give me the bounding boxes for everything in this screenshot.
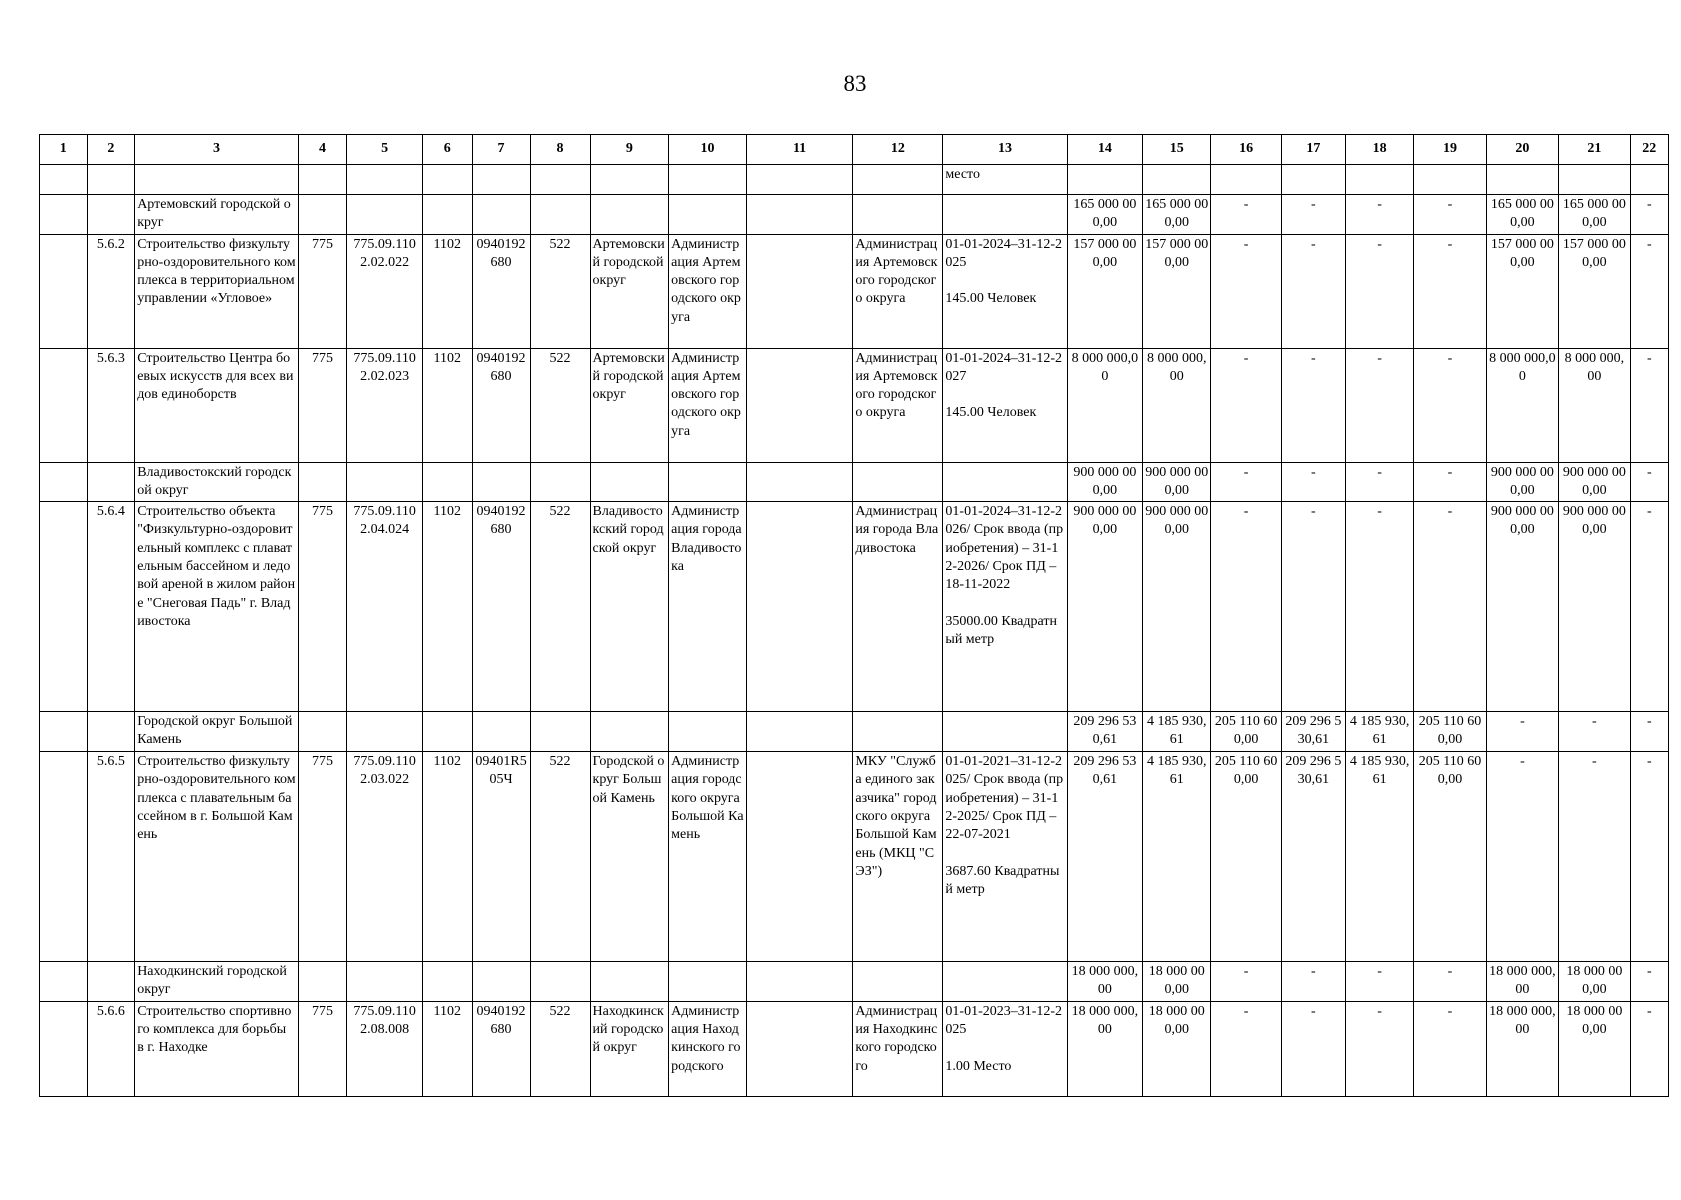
cell-col-22: - [1630, 462, 1668, 502]
cell-col-1 [40, 502, 88, 712]
cell-col-9 [590, 962, 669, 1002]
cell-col-4: 775 [298, 752, 347, 962]
cell-col-4: 775 [298, 348, 347, 462]
cell-col-1 [40, 462, 88, 502]
column-header-18: 18 [1345, 135, 1413, 165]
column-header-13: 13 [943, 135, 1067, 165]
cell-col-20: - [1486, 752, 1558, 962]
cell-col-2 [87, 962, 135, 1002]
cell-col-13: 01-01-2023–31-12-2025 1.00 Место [943, 1001, 1067, 1096]
column-header-12: 12 [853, 135, 943, 165]
cell-col-12: МКУ "Служба единого заказчика" городского округа Большой Камень (МКЦ "СЭЗ") [853, 752, 943, 962]
cell-col-21: 157 000 000,00 [1559, 234, 1630, 348]
cell-col-8 [530, 165, 590, 195]
cell-col-3: Строительство спортивного комплекса для борьбы в г. Находке [135, 1001, 299, 1096]
cell-col-13 [943, 195, 1067, 235]
cell-col-20: - [1486, 712, 1558, 752]
cell-col-5 [347, 712, 423, 752]
cell-col-8 [530, 462, 590, 502]
cell-col-10: Администрация города Владивостока [669, 502, 747, 712]
cell-col-16: 205 110 600,00 [1211, 712, 1281, 752]
cell-col-17: - [1281, 234, 1345, 348]
table-row [40, 712, 1669, 752]
cell-col-1 [40, 165, 88, 195]
cell-col-17: - [1281, 962, 1345, 1002]
cell-col-12: Администрация города Владивостока [853, 502, 943, 712]
page-number: 83 [843, 71, 867, 96]
cell-col-22: - [1630, 502, 1668, 712]
cell-col-20: 900 000 000,00 [1486, 462, 1558, 502]
cell-col-10 [669, 962, 747, 1002]
cell-col-20 [1486, 165, 1558, 195]
cell-col-11 [746, 1001, 853, 1096]
header-row [40, 135, 1669, 165]
cell-col-21: 900 000 000,00 [1559, 502, 1630, 712]
cell-col-18: - [1345, 962, 1413, 1002]
cell-col-16: - [1211, 234, 1281, 348]
cell-col-12 [853, 462, 943, 502]
cell-col-14: 209 296 530,61 [1067, 712, 1143, 752]
cell-col-2: 5.6.6 [87, 1001, 135, 1096]
cell-col-13: 01-01-2024–31-12-2026/ Срок ввода (приобретения) – 31-12-2026/ Срок ПД – 18-11-2022 35000.00 Квадратный метр [943, 502, 1067, 712]
cell-col-3: Находкинский городской округ [135, 962, 299, 1002]
cell-col-6 [422, 712, 472, 752]
cell-col-11 [746, 712, 853, 752]
cell-col-1 [40, 195, 88, 235]
cell-col-16: - [1211, 462, 1281, 502]
cell-col-3: Строительство объекта "Физкультурно-оздоровительный комплекс с плавательным бассейном и ледовой ареной в жилом районе "Снеговая Падь" г. Владивостока [135, 502, 299, 712]
cell-col-3: Городской округ Большой Камень [135, 712, 299, 752]
cell-col-20: 900 000 000,00 [1486, 502, 1558, 712]
cell-col-12 [853, 712, 943, 752]
cell-col-2: 5.6.5 [87, 752, 135, 962]
cell-col-9: Владивостокский городской округ [590, 502, 669, 712]
cell-col-14: 18 000 000,00 [1067, 962, 1143, 1002]
cell-col-7 [472, 195, 530, 235]
table-row [40, 234, 1669, 348]
cell-col-5 [347, 962, 423, 1002]
cell-col-22: - [1630, 962, 1668, 1002]
cell-col-19: 205 110 600,00 [1414, 712, 1486, 752]
cell-col-6 [422, 962, 472, 1002]
cell-col-14: 18 000 000,00 [1067, 1001, 1143, 1096]
cell-col-5 [347, 462, 423, 502]
cell-col-3: Артемовский городской округ [135, 195, 299, 235]
cell-col-9: Артемовский городской округ [590, 234, 669, 348]
cell-col-11 [746, 462, 853, 502]
cell-col-17: - [1281, 195, 1345, 235]
table-row [40, 502, 1669, 712]
cell-col-6: 1102 [422, 234, 472, 348]
cell-col-5 [347, 195, 423, 235]
cell-col-7: 0940192680 [472, 234, 530, 348]
cell-col-18: 4 185 930,61 [1345, 752, 1413, 962]
cell-col-2: 5.6.3 [87, 348, 135, 462]
cell-col-15: 4 185 930,61 [1143, 712, 1211, 752]
cell-col-1 [40, 234, 88, 348]
cell-col-18: 4 185 930,61 [1345, 712, 1413, 752]
cell-col-10: Администрация Артемовского городского округа [669, 348, 747, 462]
cell-col-9: Артемовский городской округ [590, 348, 669, 462]
cell-col-21: 8 000 000,00 [1559, 348, 1630, 462]
cell-col-7 [472, 712, 530, 752]
cell-col-20: 18 000 000,00 [1486, 1001, 1558, 1096]
cell-col-20: 18 000 000,00 [1486, 962, 1558, 1002]
column-header-16: 16 [1211, 135, 1281, 165]
cell-col-14: 900 000 000,00 [1067, 462, 1143, 502]
cell-col-21: - [1559, 712, 1630, 752]
cell-col-19: - [1414, 1001, 1486, 1096]
column-header-15: 15 [1143, 135, 1211, 165]
cell-col-7: 09401R505Ч [472, 752, 530, 962]
cell-col-18: - [1345, 1001, 1413, 1096]
column-header-21: 21 [1559, 135, 1630, 165]
cell-col-9: Городской округ Большой Камень [590, 752, 669, 962]
cell-col-11 [746, 502, 853, 712]
cell-col-11 [746, 234, 853, 348]
cell-col-5: 775.09.1102.02.022 [347, 234, 423, 348]
cell-col-16: - [1211, 195, 1281, 235]
cell-col-1 [40, 1001, 88, 1096]
cell-col-6: 1102 [422, 1001, 472, 1096]
column-header-9: 9 [590, 135, 669, 165]
cell-col-13: 01-01-2021–31-12-2025/ Срок ввода (приобретения) – 31-12-2025/ Срок ПД – 22-07-2021 3687.60 Квадратный метр [943, 752, 1067, 962]
cell-col-3: Строительство физкультурно-оздоровительного комплекса с плавательным бассейном в г. Большой Камень [135, 752, 299, 962]
cell-col-19: - [1414, 502, 1486, 712]
cell-col-20: 8 000 000,00 [1486, 348, 1558, 462]
cell-col-15: 8 000 000,00 [1143, 348, 1211, 462]
cell-col-2 [87, 712, 135, 752]
cell-col-18: - [1345, 502, 1413, 712]
cell-col-15: 900 000 000,00 [1143, 462, 1211, 502]
cell-col-4 [298, 462, 347, 502]
cell-col-9: Находкинский городской округ [590, 1001, 669, 1096]
cell-col-8 [530, 712, 590, 752]
cell-col-16: - [1211, 348, 1281, 462]
column-header-14: 14 [1067, 135, 1143, 165]
cell-col-18: - [1345, 195, 1413, 235]
cell-col-22: - [1630, 752, 1668, 962]
budget-table [39, 134, 1669, 1097]
cell-col-7: 0940192680 [472, 348, 530, 462]
table-row [40, 195, 1669, 235]
cell-col-7: 0940192680 [472, 1001, 530, 1096]
cell-col-13 [943, 712, 1067, 752]
cell-col-4 [298, 165, 347, 195]
cell-col-14: 165 000 000,00 [1067, 195, 1143, 235]
cell-col-2 [87, 165, 135, 195]
cell-col-6 [422, 165, 472, 195]
cell-col-8: 522 [530, 1001, 590, 1096]
cell-col-10 [669, 462, 747, 502]
cell-col-11 [746, 752, 853, 962]
cell-col-20: 165 000 000,00 [1486, 195, 1558, 235]
cell-col-16: - [1211, 1001, 1281, 1096]
cell-col-15 [1143, 165, 1211, 195]
cell-col-12: Администрация Артемовского городского округа [853, 234, 943, 348]
cell-col-10 [669, 195, 747, 235]
cell-col-4 [298, 712, 347, 752]
table-row [40, 962, 1669, 1002]
cell-col-11 [746, 195, 853, 235]
table-row [40, 752, 1669, 962]
cell-col-8: 522 [530, 752, 590, 962]
cell-col-15: 18 000 000,00 [1143, 1001, 1211, 1096]
cell-col-21: 165 000 000,00 [1559, 195, 1630, 235]
cell-col-5: 775.09.1102.04.024 [347, 502, 423, 712]
cell-col-15: 18 000 000,00 [1143, 962, 1211, 1002]
cell-col-3: Строительство Центра боевых искусств для всех видов единоборств [135, 348, 299, 462]
column-header-4: 4 [298, 135, 347, 165]
cell-col-4: 775 [298, 502, 347, 712]
column-header-17: 17 [1281, 135, 1345, 165]
cell-col-5: 775.09.1102.02.023 [347, 348, 423, 462]
cell-col-8: 522 [530, 348, 590, 462]
cell-col-7 [472, 165, 530, 195]
cell-col-14: 209 296 530,61 [1067, 752, 1143, 962]
cell-col-4 [298, 962, 347, 1002]
cell-col-15: 165 000 000,00 [1143, 195, 1211, 235]
column-header-5: 5 [347, 135, 423, 165]
cell-col-6: 1102 [422, 348, 472, 462]
column-header-8: 8 [530, 135, 590, 165]
cell-col-13 [943, 462, 1067, 502]
cell-col-11 [746, 348, 853, 462]
cell-col-20: 157 000 000,00 [1486, 234, 1558, 348]
cell-col-9 [590, 195, 669, 235]
cell-col-5: 775.09.1102.08.008 [347, 1001, 423, 1096]
cell-col-21: 18 000 000,00 [1559, 962, 1630, 1002]
cell-col-10 [669, 165, 747, 195]
cell-col-7 [472, 462, 530, 502]
cell-col-21 [1559, 165, 1630, 195]
cell-col-18: - [1345, 234, 1413, 348]
cell-col-12 [853, 962, 943, 1002]
column-header-7: 7 [472, 135, 530, 165]
cell-col-8: 522 [530, 502, 590, 712]
cell-col-4 [298, 195, 347, 235]
column-header-10: 10 [669, 135, 747, 165]
cell-col-22: - [1630, 234, 1668, 348]
cell-col-19: - [1414, 348, 1486, 462]
column-header-1: 1 [40, 135, 88, 165]
column-header-22: 22 [1630, 135, 1668, 165]
cell-col-16: 205 110 600,00 [1211, 752, 1281, 962]
cell-col-22 [1630, 165, 1668, 195]
cell-col-4: 775 [298, 1001, 347, 1096]
cell-col-12: Администрация Находкинского городского [853, 1001, 943, 1096]
column-header-11: 11 [746, 135, 853, 165]
cell-col-17: - [1281, 502, 1345, 712]
cell-col-17: 209 296 530,61 [1281, 752, 1345, 962]
column-header-6: 6 [422, 135, 472, 165]
cell-col-18 [1345, 165, 1413, 195]
cell-col-9 [590, 712, 669, 752]
cell-col-1 [40, 752, 88, 962]
cell-col-19: - [1414, 234, 1486, 348]
cell-col-8 [530, 195, 590, 235]
table-row [40, 1001, 1669, 1096]
cell-col-6: 1102 [422, 502, 472, 712]
cell-col-14: 900 000 000,00 [1067, 502, 1143, 712]
cell-col-16: - [1211, 502, 1281, 712]
table-row [40, 165, 1669, 195]
cell-col-1 [40, 962, 88, 1002]
cell-col-12: Администрация Артемовского городского округа [853, 348, 943, 462]
column-header-19: 19 [1414, 135, 1486, 165]
cell-col-19: 205 110 600,00 [1414, 752, 1486, 962]
cell-col-18: - [1345, 462, 1413, 502]
cell-col-4: 775 [298, 234, 347, 348]
cell-col-6 [422, 462, 472, 502]
cell-col-6 [422, 195, 472, 235]
column-header-3: 3 [135, 135, 299, 165]
table-body [40, 165, 1669, 1097]
cell-col-7 [472, 962, 530, 1002]
cell-col-2: 5.6.4 [87, 502, 135, 712]
cell-col-10 [669, 712, 747, 752]
cell-col-16 [1211, 165, 1281, 195]
cell-col-1 [40, 712, 88, 752]
cell-col-9 [590, 165, 669, 195]
table-row [40, 348, 1669, 462]
cell-col-19: - [1414, 962, 1486, 1002]
cell-col-14: 8 000 000,00 [1067, 348, 1143, 462]
cell-col-13: место [943, 165, 1067, 195]
cell-col-3: Строительство физкультурно-оздоровительного комплекса в территориальном управлении «Угловое» [135, 234, 299, 348]
cell-col-10: Администрация городского округа Большой Камень [669, 752, 747, 962]
cell-col-19: - [1414, 462, 1486, 502]
cell-col-2: 5.6.2 [87, 234, 135, 348]
cell-col-12 [853, 195, 943, 235]
cell-col-22: - [1630, 195, 1668, 235]
cell-col-2 [87, 195, 135, 235]
cell-col-15: 4 185 930,61 [1143, 752, 1211, 962]
cell-col-17: - [1281, 1001, 1345, 1096]
cell-col-10: Администрация Находкинского городского [669, 1001, 747, 1096]
cell-col-14: 157 000 000,00 [1067, 234, 1143, 348]
cell-col-21: 18 000 000,00 [1559, 1001, 1630, 1096]
cell-col-19 [1414, 165, 1486, 195]
cell-col-14 [1067, 165, 1143, 195]
cell-col-5: 775.09.1102.03.022 [347, 752, 423, 962]
table-row [40, 462, 1669, 502]
cell-col-22: - [1630, 1001, 1668, 1096]
column-header-2: 2 [87, 135, 135, 165]
cell-col-2 [87, 462, 135, 502]
cell-col-22: - [1630, 348, 1668, 462]
cell-col-13 [943, 962, 1067, 1002]
column-header-20: 20 [1486, 135, 1558, 165]
cell-col-19: - [1414, 195, 1486, 235]
cell-col-6: 1102 [422, 752, 472, 962]
cell-col-5 [347, 165, 423, 195]
cell-col-17 [1281, 165, 1345, 195]
cell-col-13: 01-01-2024–31-12-2027 145.00 Человек [943, 348, 1067, 462]
cell-col-17: - [1281, 348, 1345, 462]
cell-col-16: - [1211, 962, 1281, 1002]
cell-col-3 [135, 165, 299, 195]
cell-col-15: 157 000 000,00 [1143, 234, 1211, 348]
cell-col-21: - [1559, 752, 1630, 962]
cell-col-8: 522 [530, 234, 590, 348]
cell-col-7: 0940192680 [472, 502, 530, 712]
cell-col-22: - [1630, 712, 1668, 752]
cell-col-17: - [1281, 462, 1345, 502]
cell-col-21: 900 000 000,00 [1559, 462, 1630, 502]
cell-col-18: - [1345, 348, 1413, 462]
cell-col-12 [853, 165, 943, 195]
cell-col-3: Владивостокский городской округ [135, 462, 299, 502]
cell-col-15: 900 000 000,00 [1143, 502, 1211, 712]
cell-col-13: 01-01-2024–31-12-2025 145.00 Человек [943, 234, 1067, 348]
cell-col-11 [746, 165, 853, 195]
cell-col-9 [590, 462, 669, 502]
cell-col-17: 209 296 530,61 [1281, 712, 1345, 752]
cell-col-1 [40, 348, 88, 462]
cell-col-8 [530, 962, 590, 1002]
cell-col-11 [746, 962, 853, 1002]
cell-col-10: Администрация Артемовского городского округа [669, 234, 747, 348]
